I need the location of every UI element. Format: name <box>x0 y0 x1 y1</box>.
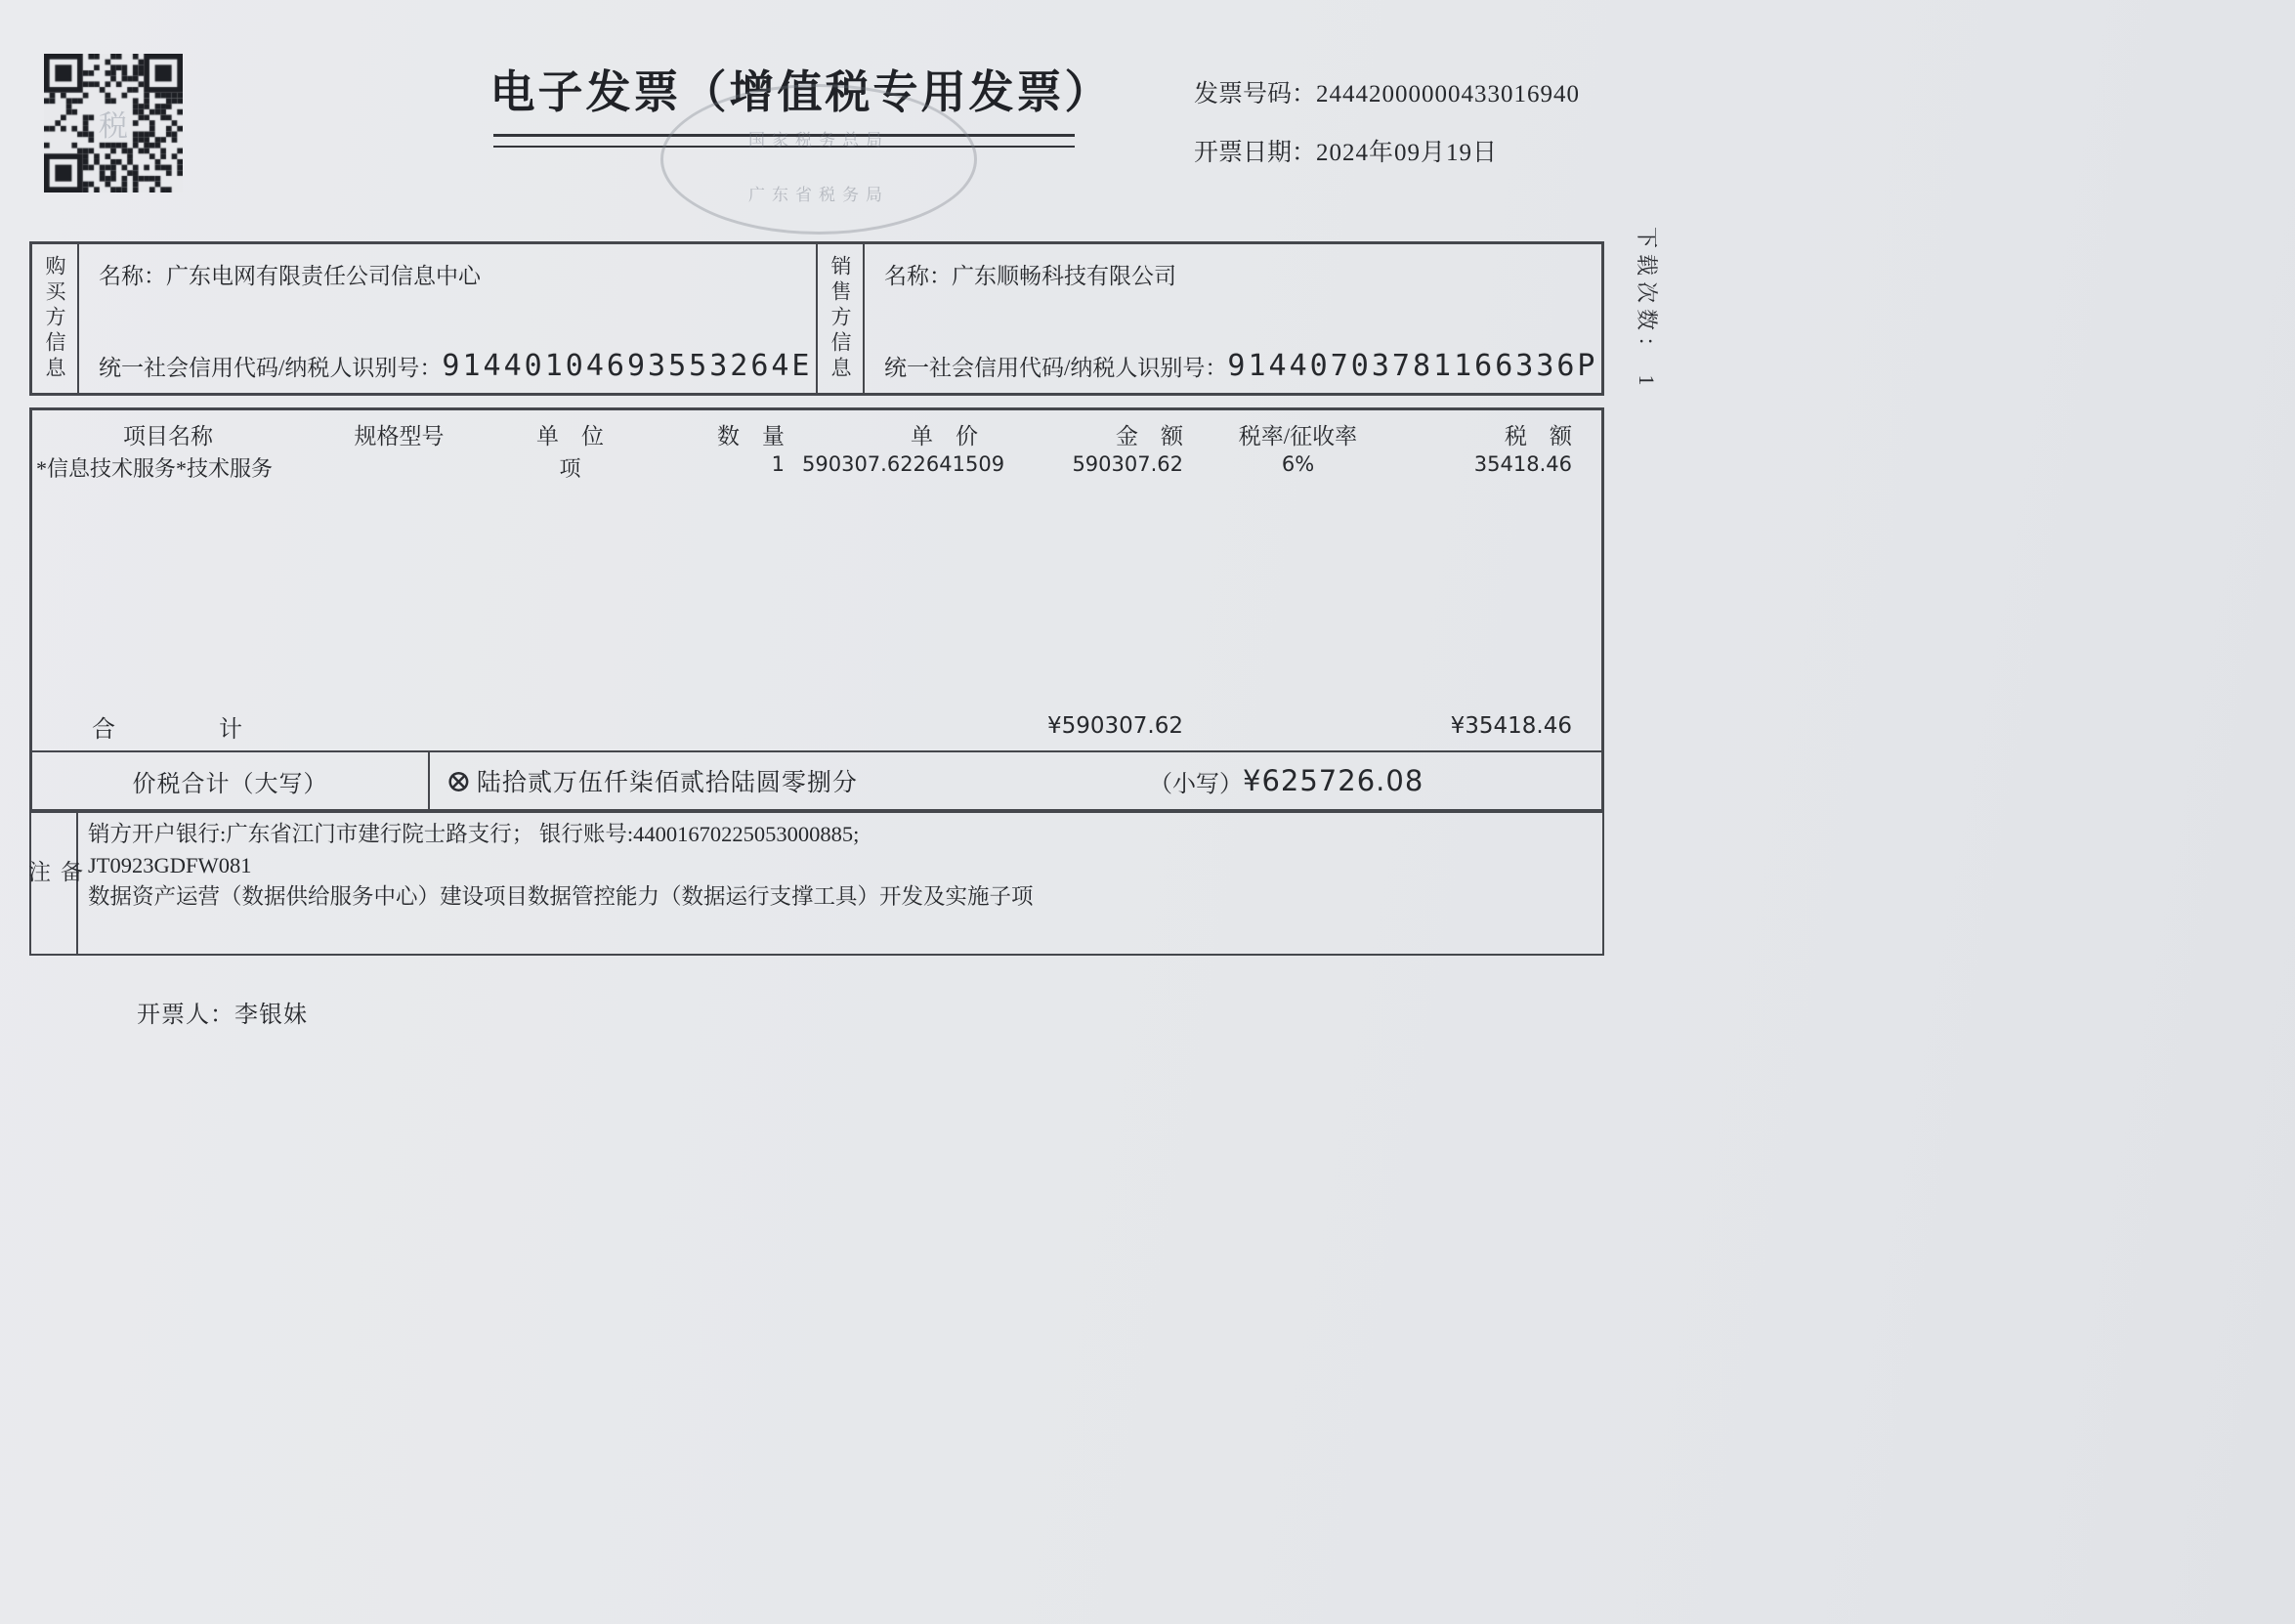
tax-bureau-stamp <box>660 84 977 235</box>
table-empty-space <box>32 483 1601 702</box>
invoice-number-row <box>1194 74 1580 109</box>
item-amount: 590307.62 <box>1072 452 1183 476</box>
total-label: 合 计 <box>92 716 244 743</box>
tax-sum-label: 价税合计（大写） <box>32 752 430 809</box>
seller-taxid-line <box>884 349 1601 383</box>
buyer-taxid-line <box>99 349 816 383</box>
buyer-section-label: 购买方信息 <box>32 244 79 393</box>
item-qty: 1 <box>771 452 785 476</box>
col-header-amount: 金 额 <box>1116 424 1183 449</box>
remark-bank-line: 销方开户银行:广东省江门市建行院士路支行； 银行账号:44001670225053000885; <box>88 822 860 846</box>
circled-cross-icon: ⊗ <box>446 763 473 798</box>
stamp-text-top: 国家税务总局 <box>748 131 889 150</box>
buyer-fields <box>79 244 816 393</box>
amount-in-figures <box>1149 764 1601 798</box>
total-tax: ¥35418.46 <box>1450 713 1572 739</box>
seller-taxid-value: 91440703781166336P <box>1227 349 1598 383</box>
small-figures-label: （小写） <box>1149 771 1243 797</box>
buyer-name-value: 广东电网有限责任公司信息中心 <box>166 264 481 288</box>
seller-section-label: 销售方信息 <box>818 244 865 393</box>
buyer-name-label: 名称： <box>99 264 166 288</box>
issuer-line <box>137 995 308 1029</box>
invoice-meta <box>1194 74 1580 192</box>
issuer-name: 李银妹 <box>234 1003 308 1028</box>
col-header-qty: 数 量 <box>717 424 785 449</box>
stamp-text-bottom: 广东省税务局 <box>748 186 889 204</box>
party-info-box <box>29 241 1604 396</box>
seller-name-label: 名称： <box>884 264 952 288</box>
item-unit: 项 <box>559 456 581 481</box>
tax-sum-row <box>32 752 1601 813</box>
remarks-content <box>78 813 1602 954</box>
item-name: *信息技术服务*技术服务 <box>36 456 274 481</box>
col-header-spec: 规格型号 <box>354 424 445 449</box>
seller-name-value: 广东顺畅科技有限公司 <box>952 264 1176 288</box>
table-row <box>32 452 1601 483</box>
remarks-box <box>25 813 1604 956</box>
table-header-row <box>32 410 1601 450</box>
remark-project-line: 数据资产运营（数据供给服务中心）建设项目数据管控能力（数据运行支撑工具）开发及实施子项 <box>88 883 1034 909</box>
buyer-taxid-label: 统一社会信用代码/纳税人识别号： <box>99 356 443 380</box>
seller-section <box>818 244 1601 393</box>
invoice-number-value: 24442000000433016940 <box>1316 81 1581 107</box>
seller-name-line <box>884 258 1601 290</box>
seller-taxid-label: 统一社会信用代码/纳税人识别号： <box>884 356 1228 380</box>
col-header-tax: 税 额 <box>1505 424 1572 449</box>
buyer-taxid-value: 91440104693553264E <box>442 349 813 383</box>
invoice-date-label: 开票日期： <box>1194 140 1317 166</box>
qr-tax-glyph: 税 <box>99 110 128 143</box>
remarks-section-label: 备注 <box>31 813 78 954</box>
line-items-table <box>29 407 1604 813</box>
amount-words-text: 陆拾贰万伍仟柒佰贰拾陆圆零捌分 <box>476 770 858 796</box>
amount-figures-value: ¥625726.08 <box>1243 764 1424 797</box>
invoice-date-row <box>1194 133 1580 168</box>
item-tax: 35418.46 <box>1473 452 1572 476</box>
col-header-item-name: 项目名称 <box>123 424 213 449</box>
seller-fields <box>865 244 1601 393</box>
amount-in-words <box>430 763 1149 798</box>
buyer-section <box>32 244 818 393</box>
col-header-unit-price: 单 价 <box>911 424 978 449</box>
invoice-date-value: 2024年09月19日 <box>1316 140 1499 166</box>
buyer-name-line <box>99 258 816 290</box>
download-count-note: 下载次数： 1 <box>1635 227 1659 392</box>
invoice-number-label: 发票号码： <box>1194 81 1317 107</box>
item-tax-rate: 6% <box>1281 452 1315 476</box>
invoice-title: 电子发票（增值税专用发票） <box>489 67 1113 117</box>
table-total-row <box>32 702 1601 752</box>
item-spec <box>304 452 494 483</box>
item-unit-price: 590307.622641509 <box>802 452 1005 476</box>
total-amount: ¥590307.62 <box>1046 713 1183 739</box>
col-header-unit: 单 位 <box>536 424 604 449</box>
issuer-label: 开票人： <box>137 1003 234 1028</box>
remark-code-line: JT0923GDFW081 <box>88 852 252 877</box>
col-header-tax-rate: 税率/征收率 <box>1238 424 1358 449</box>
